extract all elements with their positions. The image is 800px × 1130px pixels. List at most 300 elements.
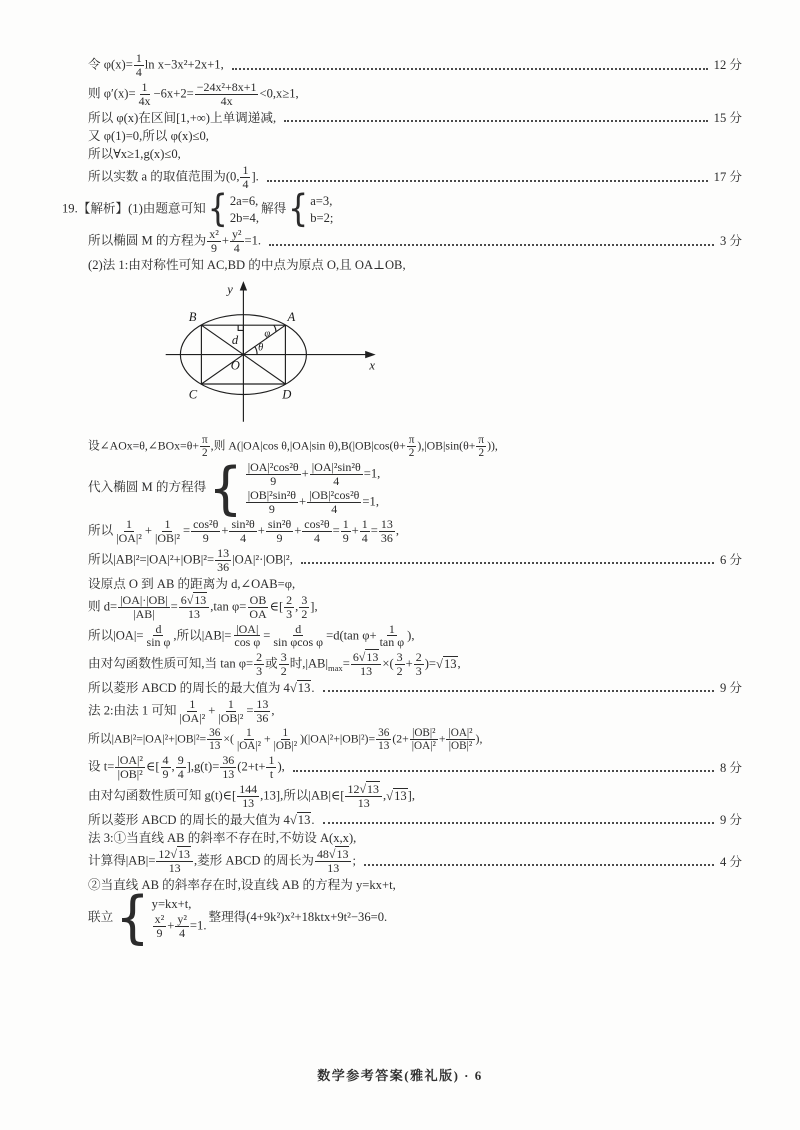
fraction	[284, 594, 294, 621]
fraction-denominator: 9	[156, 926, 163, 941]
cases-row: 2b=4,	[229, 210, 259, 225]
solution-line-0	[88, 52, 742, 79]
solution-line-7	[88, 651, 742, 678]
fraction	[207, 228, 221, 255]
fraction	[476, 434, 486, 459]
math-content: 令 φ(x)= $\frac{1}{4}$ ln x−3x²+2x+1,	[88, 51, 224, 79]
cases-rows	[152, 896, 207, 940]
solution-line-8	[88, 680, 742, 696]
fraction	[195, 81, 259, 108]
point-b-label: B	[188, 310, 197, 325]
fraction-denominator: 13	[188, 606, 200, 621]
fraction-denominator: t	[269, 767, 274, 782]
sqrt-radicand: 13	[443, 656, 457, 671]
fraction-denominator: 9	[270, 474, 277, 489]
fraction-denominator: |OA|²	[411, 740, 436, 753]
fraction-numerator: 12√13	[345, 783, 382, 797]
fraction	[175, 913, 189, 940]
footer-text: 数学参考答案(雅礼版) · 6	[317, 1068, 483, 1083]
cases-rows	[230, 193, 259, 226]
math-content: 所以实数 a 的取值范围为(0, $\frac{1}{4}$ ].	[88, 163, 259, 191]
fraction-numerator: 2	[286, 592, 293, 607]
fraction-numerator: x²	[209, 227, 219, 242]
fraction-denominator: 36	[256, 711, 269, 726]
solution-line-2	[88, 110, 742, 126]
fraction	[156, 848, 193, 875]
cases-row: 2a=6,	[229, 193, 259, 208]
fraction-numerator: |OA|²cos²θ	[247, 460, 299, 475]
math-content: 设原点 O 到 AB 的距离为 d,∠OAB=φ,	[88, 576, 296, 591]
fraction-numerator: 1	[242, 163, 249, 178]
cases-row: b=2;	[310, 210, 334, 225]
fraction-denominator: 9	[202, 530, 209, 545]
solution-line-16	[88, 877, 742, 893]
phi-label: φ	[264, 328, 271, 340]
fraction	[246, 489, 298, 516]
fraction-numerator: 48√13	[315, 848, 352, 862]
solution-line-1	[88, 454, 742, 522]
dotted-leader	[284, 114, 708, 122]
math-content: 所以 φ(x)在区间[1,+∞)上单调递减,	[88, 110, 277, 125]
fraction-numerator: 9	[177, 753, 184, 768]
sqrt-expression: √13	[358, 650, 379, 665]
fraction-numerator: sin²θ	[231, 516, 255, 531]
score-label: 6 分	[719, 553, 742, 568]
fraction-denominator: 3	[415, 664, 422, 679]
fraction-denominator: 9	[162, 767, 169, 782]
sqrt-radicand: 13	[366, 650, 379, 665]
fraction-numerator: 3	[280, 650, 287, 665]
fraction-numerator: |OA|²	[117, 753, 144, 768]
page-footer	[0, 1065, 800, 1084]
fraction-numerator: 1	[268, 753, 275, 768]
dotted-leader	[364, 858, 714, 866]
theta-arc	[255, 346, 258, 354]
solution-line-3	[88, 128, 742, 144]
math-content: 计算得|AB|= $\frac{12√13}{13}$ ,菱形 ABCD 的周长为 $\frac{48√13}{13}$ ;	[88, 847, 356, 876]
fraction-numerator: 3	[396, 650, 403, 665]
fraction-denominator: |OB|²	[448, 740, 473, 753]
fraction	[360, 518, 370, 545]
fraction-denominator: 13	[357, 796, 370, 811]
fraction-numerator: 36	[222, 753, 235, 768]
solution-line-4	[88, 146, 742, 162]
fraction	[315, 848, 352, 875]
sqrt-expression: √13	[170, 847, 190, 862]
fraction-numerator: 2	[415, 650, 422, 665]
fraction-denominator: 13	[378, 740, 390, 753]
fraction-numerator: |OB|²	[412, 727, 436, 740]
math-content: 所以菱形 ABCD 的周长的最大值为 4√13.	[88, 681, 315, 696]
fraction-denominator: 4	[331, 501, 338, 516]
fraction-numerator: −24x²+8x+1	[196, 79, 257, 94]
fraction-numerator: |OA|·|OB|	[120, 592, 168, 607]
fraction-numerator: y²	[231, 227, 242, 242]
fraction-numerator: π	[478, 434, 485, 447]
math-content: 法 3:①当直线 AB 的斜率不存在时,不妨设 A(x,x),	[88, 831, 357, 846]
fraction-numerator: 36	[209, 727, 221, 740]
score-label: 8 分	[719, 760, 742, 775]
sqrt-radicand: 13	[297, 813, 311, 828]
solution-line-6	[62, 187, 742, 231]
fraction-numerator: d	[295, 621, 302, 636]
fraction	[407, 434, 417, 459]
fraction-numerator: |OA|	[236, 621, 259, 636]
cases-row: $\frac{\text{|OB|²sin²θ}}{9}$ + $\frac{\text{|OB|²cos²θ}}{4}$ =1,	[247, 488, 379, 516]
fraction-denominator: 9	[211, 241, 218, 255]
fraction-denominator: OA	[249, 606, 267, 621]
fraction	[302, 518, 331, 545]
fraction-denominator: 4x	[138, 93, 151, 108]
theta-label: θ	[258, 342, 264, 354]
dotted-leader	[323, 684, 714, 692]
solution-line-2	[88, 518, 742, 545]
fraction-numerator: 2	[256, 650, 263, 665]
fraction-denominator: 2	[301, 606, 308, 621]
solution-line-7	[88, 228, 742, 255]
fraction	[379, 518, 395, 545]
sqrt-expression: √13	[328, 847, 349, 862]
x-axis-label: x	[369, 358, 375, 373]
fraction	[247, 594, 268, 621]
sqrt-radicand: 13	[336, 847, 349, 862]
fraction-denominator: 9	[276, 530, 283, 545]
fraction	[118, 594, 169, 621]
fraction	[376, 727, 391, 752]
fraction	[178, 698, 208, 725]
solution-line-9	[88, 698, 742, 725]
fraction	[216, 698, 245, 725]
sqrt-expression: √13	[359, 782, 379, 797]
sqrt-expression: √13	[289, 681, 311, 696]
cases-group	[288, 187, 334, 231]
solution-line-11	[88, 754, 742, 781]
fraction-numerator: |OA|²sin²θ	[311, 460, 361, 475]
fraction	[266, 754, 276, 781]
math-content: 所以椭圆 M 的方程为 $\frac{\text{x²}}{9}$ + $\frac{\text{y²}}{4}$ =1.	[88, 227, 262, 255]
fraction	[114, 518, 144, 545]
fraction-numerator: cos²θ	[193, 516, 219, 531]
fraction	[207, 727, 222, 752]
math-content: 由对勾函数性质可知,当 tan φ= $\frac{2}{3}$ 或 $\frac{3}{2}$ 时$,|AB|_{max}=$ $\frac{6√13}{13}$ ×( $\frac{3}{2}$ + $\frac{2}{3}$ )=√13,	[88, 650, 461, 679]
fraction	[232, 623, 262, 650]
solution-lines-top	[62, 51, 742, 273]
math-content: 由对勾函数性质可知 g(t)∈[ $\frac{144}{13}$ ,13],所以|AB|∈[ $\frac{12√13}{13}$ ,√13],	[88, 782, 416, 811]
solution-lines-bottom	[88, 434, 742, 951]
sqrt-radicand: 13	[367, 782, 379, 797]
fraction-denominator: |OA|²	[179, 711, 206, 726]
fraction-denominator: 4	[233, 241, 240, 255]
dotted-leader	[293, 764, 714, 772]
solution-line-4	[88, 576, 742, 592]
fraction-denominator: 13	[168, 861, 181, 876]
fraction	[307, 489, 361, 516]
fraction-numerator: 36	[378, 727, 390, 740]
x-axis-arrow	[365, 351, 376, 358]
dotted-leader	[301, 556, 714, 564]
solution-line-3	[88, 547, 742, 574]
fraction	[446, 727, 474, 752]
cases-row: $\frac{\text{|OA|²cos²θ}}{9}$ + $\frac{\text{|OA|²sin²θ}}{4}$ =1,	[247, 460, 381, 489]
fraction-numerator: 1	[342, 516, 349, 531]
solution-line-8	[88, 257, 742, 273]
fraction-denominator: 2	[202, 447, 208, 460]
sqrt-expression: √13	[186, 592, 207, 607]
dotted-leader	[269, 237, 714, 245]
fraction	[378, 623, 407, 650]
fraction	[395, 651, 405, 678]
math-content: (2)法 1:由对称性可知 AC,BD 的中点为原点 O,且 OA⊥OB,	[88, 257, 406, 272]
fraction	[272, 727, 299, 752]
cases-rows	[310, 193, 333, 226]
fraction-denominator: |OB|²	[218, 711, 244, 726]
fraction	[115, 754, 145, 781]
fraction-denominator: 2	[478, 447, 485, 460]
sqrt-radicand: 13	[394, 788, 407, 803]
fraction-numerator: 13	[256, 697, 269, 712]
fraction-numerator: 1	[388, 621, 395, 636]
fraction	[161, 754, 171, 781]
fraction-numerator: 1	[135, 51, 142, 65]
fraction-denominator: |OA|²	[236, 740, 261, 753]
fraction	[240, 164, 250, 191]
fraction-numerator: 13	[217, 545, 230, 560]
fraction	[235, 727, 263, 752]
fraction	[230, 228, 244, 255]
math-content: 设∠AOx=θ,∠BOx=θ+ $\frac{\pi}{2}$ ,则 A(|OA|cos θ,|OA|sin θ),B(|OB|cos(θ+ $\frac{\pi}{2}$ ),|OB|sin(θ+ $\frac{\pi}{2}$ )),	[88, 434, 498, 460]
sqrt-radicand: 13	[177, 847, 190, 862]
origin-label: O	[230, 358, 240, 373]
fraction	[237, 783, 259, 810]
fraction	[246, 461, 301, 488]
fraction-denominator: 4	[177, 767, 184, 782]
fraction-denominator: 13	[327, 861, 340, 876]
fraction	[254, 698, 270, 725]
fraction-denominator: 36	[380, 530, 393, 545]
math-content: 又 φ(1)=0,所以 φ(x)≤0,	[88, 128, 209, 143]
fraction	[310, 461, 363, 488]
fraction-numerator: cos²θ	[304, 516, 330, 531]
sqrt-expression: √13	[436, 656, 457, 671]
fraction	[134, 52, 144, 79]
sqrt-expression: √13	[386, 788, 407, 803]
dotted-leader	[267, 173, 708, 181]
left-brace: {	[207, 187, 228, 231]
sqrt-radicand: 13	[297, 681, 311, 696]
fraction	[137, 81, 153, 108]
fraction	[179, 594, 210, 621]
fraction-denominator: 4	[242, 176, 249, 191]
ellipse-figure-svg	[130, 279, 382, 426]
point-a-label: A	[287, 310, 296, 325]
left-brace: {	[115, 884, 150, 951]
fraction-numerator: 1	[189, 697, 196, 712]
fraction	[153, 913, 167, 940]
fraction	[191, 518, 220, 545]
sqrt-expression: √13	[289, 813, 311, 828]
cases-group	[115, 884, 207, 951]
fraction-denominator: 4x	[220, 93, 233, 108]
fraction-numerator: |OA|²	[448, 727, 473, 740]
fraction	[145, 623, 173, 650]
fraction-denominator: |OB|²	[273, 740, 298, 753]
fraction-denominator: 13	[360, 664, 373, 679]
fraction-numerator: |OB|²cos²θ	[309, 488, 360, 503]
fraction-denominator: tan φ	[379, 635, 405, 650]
fraction-numerator: |OB|²sin²θ	[247, 488, 297, 503]
fraction-numerator: y²	[177, 912, 187, 927]
solution-line-15	[88, 848, 742, 875]
fraction-numerator: sin²θ	[267, 516, 292, 531]
fraction	[229, 518, 256, 545]
fraction-numerator: π	[202, 434, 208, 447]
fraction	[220, 754, 236, 781]
phi-arc	[274, 325, 276, 332]
score-label: 9 分	[719, 813, 742, 828]
math-content: 所以|OA|= $\frac{d}{\text{sin φ}}$ ,所以|AB|= $\frac{|OA|}{\text{cos φ}}$ = $\frac{d}{\text{sin φcos φ}}$ =d(tan φ+ $\frac{1}{\text{tan φ}}$ ),	[88, 621, 415, 650]
solution-line-6	[88, 623, 742, 650]
fraction-denominator: |OB|²	[117, 767, 143, 782]
fraction	[341, 518, 351, 545]
fraction	[254, 651, 264, 678]
subscript: max	[327, 663, 343, 674]
fraction-numerator: 1	[126, 516, 133, 531]
cases-group	[207, 187, 259, 231]
fraction	[271, 623, 325, 650]
score-label: 12 分	[713, 58, 742, 73]
score-label: 3 分	[719, 234, 742, 249]
fraction-denominator: 9	[268, 501, 275, 516]
fraction-numerator: 6√13	[179, 594, 210, 608]
fraction-numerator: 1	[361, 516, 368, 531]
fraction	[351, 651, 382, 678]
math-content: 所以∀x≥1,g(x)≤0,	[88, 146, 181, 161]
fraction-denominator: 4	[135, 64, 142, 79]
fraction-numerator: 1	[141, 79, 148, 94]
score-label: 17 分	[713, 170, 742, 185]
fraction-denominator: 9	[342, 530, 349, 545]
math-content: ②当直线 AB 的斜率存在时,设直线 AB 的方程为 y=kx+t,	[88, 878, 396, 893]
math-content: 所以 $\frac{1}{\text{|OA|²}}$ + $\frac{1}{\text{|OB|²}}$ = $\frac{\text{cos²θ}}{9}$ + $\frac{\text{sin²θ}}{4}$ + $\frac{\text{sin²θ}}{9}$ + $\frac{\text{cos²θ}}{4}$ = $\frac{1}{9}$ + $\frac{1}{4}$ = $\frac{13}{36}$ ,	[88, 516, 399, 545]
solution-line-10	[88, 727, 742, 752]
fraction-numerator: d	[155, 621, 162, 636]
point-d-label: D	[282, 387, 292, 402]
fraction-denominator: |AB|	[133, 606, 155, 621]
fraction-denominator: 4	[361, 530, 368, 545]
score-label: 15 分	[713, 110, 742, 125]
left-brace: {	[208, 454, 243, 522]
fraction-numerator: 1	[227, 697, 234, 712]
solution-line-12	[88, 783, 742, 810]
fraction-numerator: 3	[301, 592, 308, 607]
fraction-numerator: x²	[154, 912, 165, 927]
left-brace: {	[288, 187, 309, 231]
fraction-denominator: 4	[333, 474, 340, 489]
fraction-numerator: 144	[239, 782, 258, 797]
fraction-numerator: 1	[246, 727, 252, 740]
math-content: 联立 { y=kx+t, $\frac{\text{x²}}{9}$ + $\frac{\text{y²}}{4}$ =1. 整理得(4+9k²)x²+18ktx+9t²−36=0.	[88, 884, 388, 951]
solution-line-5	[88, 594, 742, 621]
fraction-denominator: 13	[222, 767, 235, 782]
fraction-numerator: 6√13	[351, 651, 382, 665]
fraction	[345, 783, 382, 810]
distance-d-label: d	[231, 333, 239, 348]
solution-line-0	[88, 434, 742, 459]
fraction	[414, 651, 424, 678]
fraction-numerator: 1	[282, 727, 289, 740]
score-label: 9 分	[719, 681, 742, 696]
dotted-leader	[232, 61, 708, 69]
cases-row: a=3,	[310, 193, 333, 208]
cases-row: y=kx+t,	[151, 897, 192, 912]
fraction-denominator: 4	[313, 530, 320, 545]
cases-rows	[245, 461, 381, 516]
fraction-denominator: |OB|²	[154, 530, 180, 545]
fraction-denominator: |OA|²	[116, 530, 142, 545]
math-content: 则 d= $\frac{|OA|\cdot|OB|}{|AB|}$ = $\frac{6√13}{13}$ ,tan φ= $\frac{OB}{OA}$ ∈[ $\frac{2}{3}$ , $\frac{3}{2}$ ],	[88, 592, 318, 621]
fraction	[299, 594, 309, 621]
math-content: 所以菱形 ABCD 的周长的最大值为 4√13.	[88, 813, 315, 828]
fraction	[266, 518, 293, 545]
fraction-denominator: 2	[280, 664, 287, 679]
fraction-denominator: sin φcos φ	[273, 635, 324, 650]
fraction-denominator: 3	[256, 664, 263, 679]
fraction-denominator: 13	[209, 740, 221, 753]
solution-line-5	[88, 164, 742, 191]
point-c-label: C	[188, 387, 198, 402]
fraction	[176, 754, 186, 781]
solution-line-13	[88, 812, 742, 828]
ellipse-figure	[130, 279, 382, 426]
math-content: 19.【解析】(1)由题意可知 { 2a=6, 2b=4, 解得 { a=3, b=2;	[62, 187, 334, 231]
fraction-denominator: 4	[179, 926, 186, 941]
math-content: 代入椭圆 M 的方程得 { $\frac{\text{|OA|²cos²θ}}{9}$ + $\frac{\text{|OA|²sin²θ}}{4}$ =1, $\frac{\text{|OB|²sin²θ}}{9}$ + $\frac{\text{|OB|²cos²θ}}{4}$ =1,	[88, 454, 381, 522]
fraction-numerator: 12√13	[156, 848, 193, 862]
fraction-numerator: 4	[162, 753, 169, 768]
sqrt-radicand: 13	[194, 592, 207, 607]
fraction-numerator: 13	[380, 516, 393, 531]
fraction-numerator: OB	[249, 592, 267, 607]
fraction-denominator: 4	[240, 530, 247, 545]
fraction-denominator: 36	[217, 559, 230, 574]
fraction-denominator: 2	[408, 447, 415, 460]
fraction-denominator: 3	[286, 606, 293, 621]
right-angle-mark	[238, 325, 243, 330]
fraction-numerator: π	[408, 434, 415, 447]
score-label: 4 分	[719, 854, 742, 869]
math-content: 所以|AB|²=|OA|²+|OB|²= $\frac{36}{13}$ ×( $\frac{1}{\text{|OA|²}}$ + $\frac{1}{\text{|OB|²}}$ )(|OA|²+|OB|²)= $\frac{36}{13}$ (2+ $\frac{\text{|OB|²}}{\text{|OA|²}}$ + $\frac{\text{|OA|²}}{\text{|OB|²}}$ ),	[88, 727, 483, 753]
fraction	[215, 547, 231, 574]
math-content: 法 2:由法 1 可知 $\frac{1}{\text{|OA|²}}$ + $\frac{1}{\text{|OB|²}}$ = $\frac{13}{36}$ ,	[88, 697, 275, 726]
dotted-leader	[323, 816, 714, 824]
fraction-denominator: sin φ	[146, 635, 171, 650]
fraction	[279, 651, 289, 678]
fraction	[410, 727, 438, 752]
fraction-denominator: cos φ	[234, 635, 261, 650]
fraction-numerator: 1	[164, 516, 171, 531]
y-axis-arrow	[240, 281, 247, 290]
math-content: 所以|AB|²=|OA|²+|OB|²= $\frac{13}{36}$ |OA|²·|OB|²,	[88, 545, 293, 574]
math-content: 则 φ′(x)= $\frac{1}{4x}$ −6x+2= $\frac{\text{−24x²+8x+1}}{4x}$ <0,x≥1,	[88, 79, 299, 108]
y-axis-label: y	[227, 282, 233, 297]
solution-line-1	[88, 81, 742, 108]
solution-line-14	[88, 830, 742, 846]
math-content: 设 t= $\frac{\text{|OA|²}}{\text{|OB|²}}$ ∈[ $\frac{4}{9}$ , $\frac{9}{4}$ ],g(t)= $\frac{36}{13}$ (2+t+ $\frac{1}{t}$ ),	[88, 753, 285, 782]
cases-row: $\frac{\text{x²}}{9}$ + $\frac{\text{y²}}{4}$ =1.	[154, 912, 207, 941]
fraction-denominator: 13	[242, 796, 255, 811]
fraction-denominator: 2	[396, 664, 403, 679]
fraction	[153, 518, 182, 545]
